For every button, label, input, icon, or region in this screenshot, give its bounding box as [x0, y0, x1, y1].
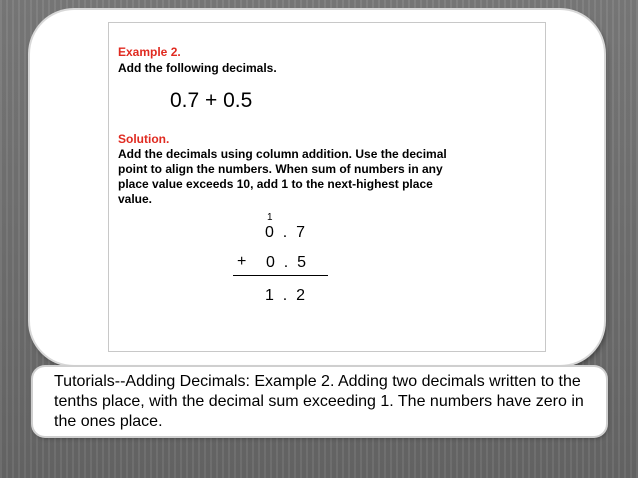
addend-row-1: 0 . 7 — [265, 224, 306, 241]
sum-line — [233, 275, 328, 276]
caption-text: Tutorials--Adding Decimals: Example 2. Adding two decimals written to the tenths place, with the decimal sum exceeding 1. The numbers have zero in the ones place. — [54, 373, 584, 430]
solution-title: Solution. — [118, 132, 170, 146]
solution-text: Add the decimals using column addition. Use the decimal point to align the numbers. When sum of numbers in any place value exceeds 10, add 1 to the next-highest place value. — [118, 147, 447, 206]
addend-row-2: 0 . 5 — [266, 254, 307, 271]
carry-digit: 1 — [267, 212, 273, 223]
plus-operator: + — [237, 253, 247, 270]
example-title: Example 2. — [118, 45, 181, 59]
sum-row: 1 . 2 — [265, 287, 306, 304]
problem-expression: 0.7 + 0.5 — [170, 89, 253, 112]
instruction-text: Add the following decimals. — [118, 61, 277, 75]
